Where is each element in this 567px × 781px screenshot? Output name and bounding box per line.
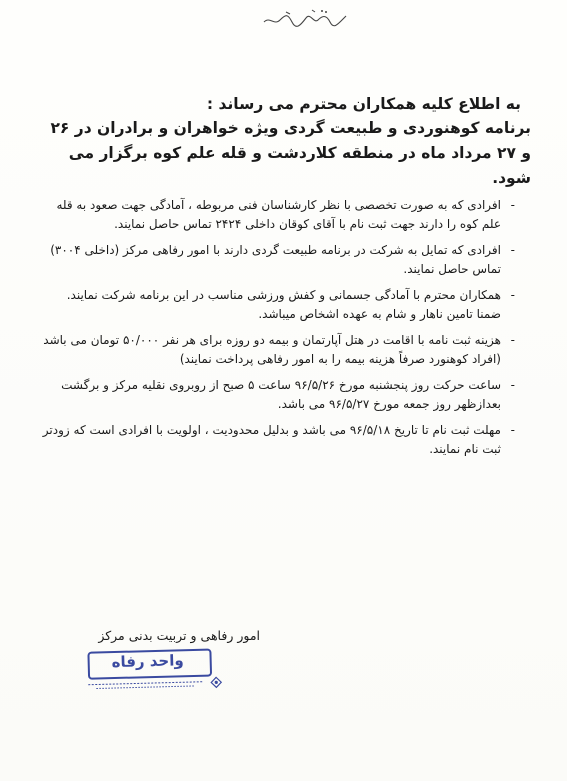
footer-signature-block [80, 628, 260, 703]
list-item [42, 241, 515, 279]
item-dash: - [510, 333, 515, 347]
item-text: مهلت ثبت نام تا تاریخ ۹۶/۵/۱۸ می باشد و بدلیل محدودیت ، اولویت با افرادی است که زودتر ثبت نام نمایند. [42, 423, 501, 456]
item-dash: - [510, 423, 515, 437]
list-item [42, 196, 515, 234]
item-dash: - [510, 288, 515, 302]
announcement-items [42, 196, 515, 466]
item-text: افرادی که به صورت تخصصی با نظر کارشناسان فنی مربوطه ، آمادگی جهت صعود به قله علم کوه را دارند جهت ثبت نام با آقای کوقان داخلی ۲۴۲۴ تماس حاصل نمایند. [56, 198, 501, 231]
list-item [42, 331, 515, 369]
department-stamp [79, 646, 228, 702]
list-item [42, 421, 515, 459]
department-label: امور رفاهی و تربیت بدنی مرکز [98, 628, 260, 643]
list-item [42, 286, 515, 324]
item-text: افرادی که تمایل به شرکت در برنامه طبیعت گردی دارند با امور رفاهی مرکز (داخلی ۳۰۰۴) تماس حاصل نمایند. [50, 243, 501, 276]
emblem-icon [210, 676, 222, 688]
announcement-title: برنامه کوهنوردی و طبیعت گردی ویژه خواهران و برادران در ۲۶ و ۲۷ مرداد ماه در منطقه کلاردشت و قله علم کوه برگزار می شود. [50, 119, 531, 187]
greeting-line: به اطلاع کلیه همکاران محترم می رساند : [206, 95, 521, 113]
handwritten-signature [260, 2, 350, 32]
item-dash: - [510, 243, 515, 257]
list-item [42, 376, 515, 414]
stamp-text: واحد رفاه [111, 651, 184, 672]
announcement-header [40, 92, 531, 191]
item-dash: - [510, 198, 515, 212]
item-dash: - [510, 378, 515, 392]
stamp-fine-print [86, 678, 204, 693]
item-text: همکاران محترم با آمادگی جسمانی و کفش ورزشی مناسب در این برنامه شرکت نمایند. ضمنا تامین ناهار و شام به عهده اشخاص میباشد. [66, 288, 501, 321]
item-text: هزینه ثبت نامه با اقامت در هتل آپارتمان و بیمه دو روزه برای هر نفر ۵۰/۰۰۰ تومان می باشد (افراد کوهنورد صرفاً هزینه بیمه را به امور رفاهی پرداخت نمایند) [43, 333, 501, 366]
item-text: ساعت حرکت روز پنجشنبه مورخ ۹۶/۵/۲۶ ساعت ۵ صبح از روبروی نقلیه مرکز و برگشت بعدازظهر روز جمعه مورخ ۹۶/۵/۲۷ می باشد. [61, 378, 501, 411]
